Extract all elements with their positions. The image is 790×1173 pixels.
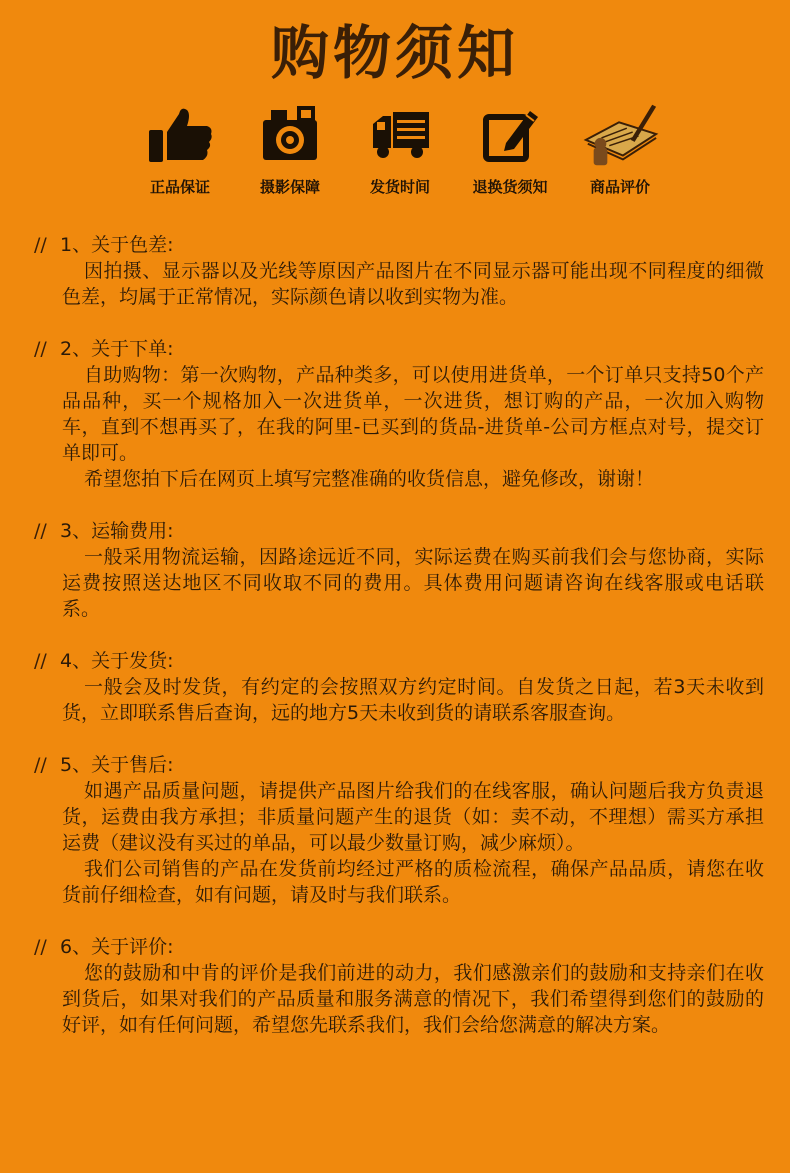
- section-heading: [34, 232, 764, 258]
- section-prefix: //: [34, 520, 47, 542]
- review-icon: [580, 100, 660, 170]
- section-title: 5、关于售后:: [60, 754, 174, 776]
- section-after-sales: [34, 752, 764, 908]
- section-prefix: //: [34, 234, 47, 256]
- section-paragraph: 一般采用物流运输，因路途远近不同，实际运费在购买前我们会与您协商，实际运费按照送达地区不同收取不同的费用。具体费用问题请咨询在线客服或电话联系。: [62, 546, 764, 620]
- icon-label: 商品评价: [589, 178, 650, 196]
- camera-icon: [250, 100, 330, 170]
- section-delivery: [34, 648, 764, 726]
- section-paragraph: 如遇产品质量问题，请提供产品图片给我们的在线客服，确认问题后我方负责退货，运费由我方承担；非质量问题产生的退货（如：卖不动，不理想）需买方承担运费（建议没有买过的单品，可以最少数量订购，减少麻烦）。: [62, 780, 764, 854]
- section-heading: [34, 518, 764, 544]
- page-title: 购物须知: [270, 19, 519, 87]
- section-title: 3、运输费用:: [60, 520, 174, 542]
- section-paragraph: 自助购物：第一次购物，产品种类多，可以使用进货单，一个订单只支持50个产品品种，买一个规格加入一次进货单，一次进货，想订购的产品，一次加入购物车，直到不想再买了，在我的阿里-已买到的货品-进货单-公司方框点对号，提交订单即可。: [62, 364, 764, 464]
- section-paragraph: 一般会及时发货，有约定的会按照双方约定时间。自发货之日起，若3天未收到货，立即联系售后查询，远的地方5天未收到货的请联系客服查询。: [62, 676, 764, 724]
- section-title: 6、关于评价:: [60, 936, 174, 958]
- feature-review: [570, 100, 670, 200]
- feature-shipping: [350, 100, 450, 200]
- section-ordering: [34, 336, 764, 492]
- section-paragraph: 您的鼓励和中肯的评价是我们前进的动力，我们感激亲们的鼓励和支持亲们在收到货后，如果对我们的产品质量和服务满意的情况下，我们希望得到您们的鼓励的好评，如有任何问题，希望您先联系我们，我们会给您满意的解决方案。: [62, 962, 764, 1036]
- feature-icons-row: [130, 100, 670, 200]
- section-color-difference: [34, 232, 764, 310]
- notice-content: [34, 232, 764, 1064]
- feature-genuine: [130, 100, 230, 200]
- section-paragraph: 因拍摄、显示器以及光线等原因产品图片在不同显示器可能出现不同程度的细微色差，均属于正常情况，实际颜色请以收到实物为准。: [62, 260, 764, 308]
- icon-label: 正品保证: [149, 178, 210, 196]
- icon-label: 退换货须知: [472, 178, 548, 196]
- section-prefix: //: [34, 338, 47, 360]
- truck-icon: [360, 100, 440, 170]
- thumbs-up-icon: [140, 100, 220, 170]
- section-prefix: //: [34, 650, 47, 672]
- section-heading: [34, 934, 764, 960]
- section-title: 2、关于下单:: [60, 338, 174, 360]
- feature-photography: [240, 100, 340, 200]
- section-prefix: //: [34, 754, 47, 776]
- section-title: 1、关于色差:: [60, 234, 174, 256]
- section-heading: [34, 648, 764, 674]
- section-reviews: [34, 934, 764, 1038]
- section-heading: [34, 752, 764, 778]
- section-prefix: //: [34, 936, 47, 958]
- feature-returns: [460, 100, 560, 200]
- edit-box-icon: [470, 100, 550, 170]
- icon-label: 摄影保障: [259, 178, 320, 196]
- section-title: 4、关于发货:: [60, 650, 174, 672]
- section-paragraph: 希望您拍下后在网页上填写完整准确的收货信息，避免修改，谢谢！: [84, 468, 655, 490]
- section-shipping-fee: [34, 518, 764, 622]
- section-paragraph: 我们公司销售的产品在发货前均经过严格的质检流程，确保产品品质，请您在收货前仔细检查，如有问题，请及时与我们联系。: [62, 858, 764, 906]
- icon-label: 发货时间: [369, 178, 430, 196]
- section-heading: [34, 336, 764, 362]
